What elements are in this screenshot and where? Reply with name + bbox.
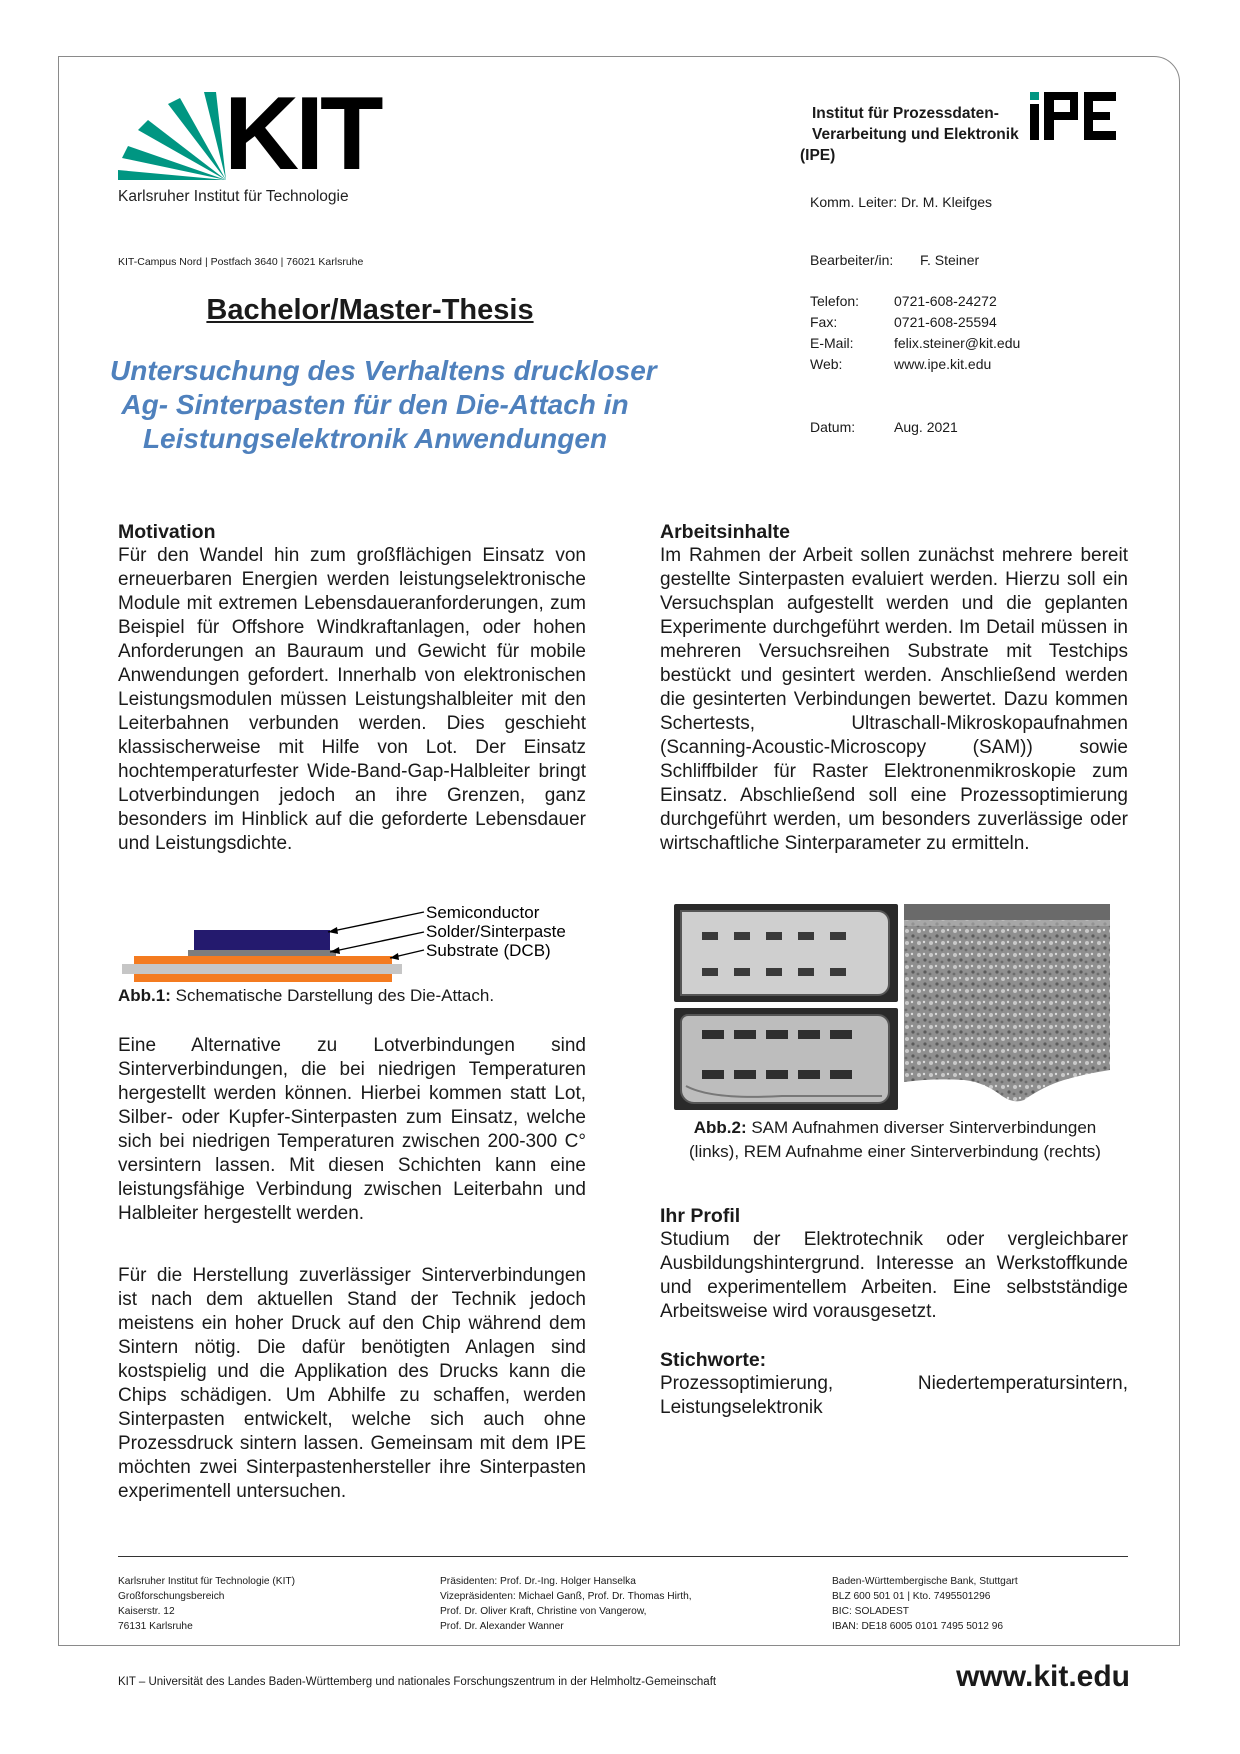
email-label: E-Mail: [810, 335, 854, 351]
footer-bank-line-2: BLZ 600 501 01 | Kto. 7495501296 [832, 1591, 991, 1602]
profil-heading: Ihr Profil [660, 1205, 741, 1227]
footer-presidents-line-2: Vizepräsidenten: Michael Ganß, Prof. Dr. Thomas Hirth, [440, 1591, 692, 1602]
figure1-caption [118, 984, 494, 1008]
arbeitsinhalte-text: Im Rahmen der Arbeit sollen zunächst mehrere bereit gestellte Sinterpasten evaluiert werden. Hierzu soll ein Versuchsplan aufgestellt werden und die geplanten Experimente durchgeführt werden. Im Detail müssen in mehreren Versuchsreihen Substrate mit Testchips bestückt und gesintert werden. Anschließend werden die gesinterten Verbindungen bewertet. Dazu kommen Schertests, Ultraschall-Mikroskopaufnahmen (Scanning-Acoustic-Microscopy (SAM)) sowie Schliffbilder für Raster Elektronenmikroskopie zum Einsatz. Abschließend soll eine Prozessoptimierung durchgeführt werden, um besonders zuverlässige oder wirtschaftliche Sinterparameter zu ermitteln. [660, 545, 1128, 854]
footer-tagline: KIT – Universität des Landes Baden-Württemberg und nationales Forschungszentrum in der Helmholtz-Gemeinschaft [118, 1676, 717, 1688]
editor-label: Bearbeiter/in: [810, 252, 894, 268]
substrate-label: Substrate (DCB) [426, 941, 551, 960]
sam-image-bottom [674, 1008, 898, 1110]
substrate-bottom-layer [134, 974, 392, 982]
web-label: Web: [810, 356, 843, 372]
email-value[interactable]: felix.steiner@kit.edu [894, 335, 1021, 351]
fax-label: Fax: [810, 314, 838, 330]
thesis-title-line-3: Leistungselektronik Anwendungen [142, 423, 608, 454]
institute-name [800, 103, 1019, 166]
footer-bank-line-3: BIC: SOLADEST [832, 1606, 909, 1617]
footer-kit-line-1: Karlsruher Institut für Technologie (KIT) [118, 1576, 296, 1587]
kit-logo-text: KIT [224, 76, 380, 192]
figure2-caption-line-1: SAM Aufnahmen diverser Sinterverbindungen [746, 1118, 1097, 1137]
arbeitsinhalte-heading: Arbeitsinhalte [660, 521, 791, 543]
footer-bank-line-4: IBAN: DE18 6005 0101 7495 5012 96 [832, 1621, 1004, 1632]
stichworte-section [660, 1348, 1128, 1420]
thesis-title-line-2: Ag- Sinterpasten für den Die-Attach in [121, 389, 629, 420]
profil-text: Studium der Elektrotechnik oder vergleichbarer Ausbildungshintergrund. Interesse an Werkstoffkunde und experimentellem Arbeiten. Eine selbstständige Arbeitsweise wird vorausgesetzt. [660, 1229, 1128, 1322]
editor-value: F. Steiner [920, 252, 980, 268]
footer-kit-line-3: Kaiserstr. 12 [118, 1606, 175, 1617]
institute-leader: Komm. Leiter: Dr. M. Kleifges [810, 194, 993, 210]
phone-value: 0721-608-24272 [894, 293, 997, 309]
footer-presidents-line-3: Prof. Dr. Oliver Kraft, Christine von Vangerow, [440, 1606, 647, 1617]
figure2-caption-line-2: (links), REM Aufnahme einer Sinterverbindung (rechts) [689, 1142, 1101, 1161]
kit-logo-subtitle: Karlsruher Institut für Technologie [118, 188, 349, 205]
institute-line-2: Verarbeitung und Elektronik [812, 126, 1019, 143]
substrate-core-layer [122, 964, 402, 974]
date-label: Datum: [810, 419, 856, 435]
motivation-heading: Motivation [118, 521, 216, 543]
keyword-2: Niedertemperatursintern, [917, 1373, 1128, 1394]
footer-kit-line-2: Großforschungsbereich [118, 1591, 225, 1602]
figure1-caption-text: Schematische Darstellung des Die-Attach. [170, 986, 495, 1005]
figure2-caption [660, 1116, 1130, 1164]
fax-value: 0721-608-25594 [894, 314, 997, 330]
kit-logo [118, 76, 380, 212]
figure2-caption-label: Abb.2: [693, 1118, 747, 1137]
die-attach-diagram [118, 898, 598, 986]
phone-label: Telefon: [810, 293, 860, 309]
web-value[interactable]: www.ipe.kit.edu [894, 356, 992, 372]
semiconductor-layer [194, 930, 330, 950]
institute-line-1: Institut für Prozessdaten- [812, 105, 999, 122]
paragraph-alternative-text: Eine Alternative zu Lotverbindungen sind Sinterverbindungen, die bei niedrigen Temperaturen hergestellt werden können. Hierbei kommen statt Lot, Silber- oder Kupfer-Sinterpasten zum Einsatz, welche sich bei niedrigen Temperaturen zwischen 200-300 C° versintern lassen. Mit diesen Schichten kann eine leistungsfähige Verbindung zwischen Leiterbahn und Halbleiter hergestellt werden. [118, 1035, 586, 1224]
arbeitsinhalte-section [660, 520, 1128, 856]
solder-label: Solder/Sinterpaste [426, 922, 566, 941]
footer-kit-line-4: 76131 Karlsruhe [118, 1621, 193, 1632]
stichworte-heading: Stichworte: [660, 1349, 767, 1371]
semiconductor-label: Semiconductor [426, 903, 540, 922]
sender-address: KIT-Campus Nord | Postfach 3640 | 76021 Karlsruhe [118, 256, 364, 268]
rem-image [904, 904, 1110, 1110]
keyword-3: Leistungselektronik [660, 1397, 823, 1418]
profil-section [660, 1204, 1128, 1324]
sam-image-top [674, 904, 898, 1002]
paragraph-alternative [118, 1034, 586, 1226]
institute-line-3: (IPE) [800, 147, 836, 164]
footer-col-bank [832, 1574, 1128, 1634]
date-value: Aug. 2021 [894, 419, 958, 435]
motivation-section [118, 520, 586, 856]
footer-website[interactable]: www.kit.edu [956, 1660, 1130, 1693]
thesis-title [110, 354, 657, 456]
paragraph-pressure [118, 1264, 586, 1504]
footer-presidents-line-4: Prof. Dr. Alexander Wanner [440, 1621, 564, 1632]
figure1-caption-label: Abb.1: [118, 986, 171, 1005]
kit-logo-fan-icon [118, 92, 228, 182]
footer-divider [118, 1556, 1128, 1557]
motivation-text: Für den Wandel hin zum großflächigen Einsatz von erneuerbaren Energien werden leistungselektronische Module mit extremen Lebensdaueranforderungen, zum Beispiel für Offshore Windkraftanlagen, oder hohen Anforderungen an Bauraum und Gewicht für mobile Anwendungen gefordert. Innerhalb von elektronischen Leistungsmodulen müssen Leistungshalbleiter mit den Leiterbahnen verbunden werden. Dies geschieht klassischerweise mit Hilfe von Lot. Der Einsatz hochtemperaturfester Wide-Band-Gap-Halbleiter bringt Lotverbindungen jedoch an ihre Grenzen, ganz besonders im Hinblick auf die geforderte Lebensdauer und Leistungsdichte. [118, 545, 586, 854]
thesis-type: Bachelor/Master-Thesis [206, 294, 534, 326]
footer-presidents-line-1: Präsidenten: Prof. Dr.-Ing. Holger Hanselka [440, 1576, 636, 1587]
ipe-logo [1030, 88, 1120, 144]
contact-block [810, 252, 1110, 435]
solder-layer [188, 950, 336, 956]
footer-col-kit [118, 1574, 418, 1634]
paragraph-pressure-text: Für die Herstellung zuverlässiger Sinterverbindungen ist nach dem aktuellen Stand der Technik jedoch meistens ein hoher Druck auf den Chip während dem Sintern nötig. Die dafür benötigten Anlagen sind kostspielig und die Applikation des Drucks kann die Chips schädigen. Um Abhilfe zu schaffen, werden Sinterpasten entwickelt, welche sich auch ohne Prozessdruck sintern lassen. Gemeinsam mit dem IPE möchten zwei Sinterpastenhersteller ihre Sinterpasten experimentell untersuchen. [118, 1265, 586, 1502]
substrate-top-layer [134, 956, 392, 964]
thesis-title-line-1: Untersuchung des Verhaltens druckloser [110, 355, 657, 386]
keyword-1: Prozessoptimierung, [660, 1373, 834, 1394]
footer-bank-line-1: Baden-Württembergische Bank, Stuttgart [832, 1576, 1018, 1587]
footer-col-presidents [440, 1574, 780, 1634]
